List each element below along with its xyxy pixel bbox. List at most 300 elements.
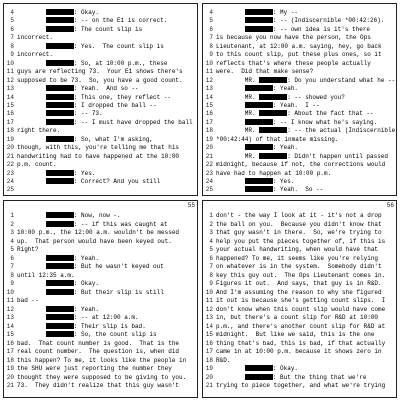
transcript-line bbox=[17, 161, 194, 168]
line-text bbox=[17, 323, 46, 330]
line-text bbox=[17, 331, 46, 338]
transcript-line bbox=[216, 153, 393, 160]
line-text: : Correct? And you still bbox=[73, 178, 161, 185]
redaction-box bbox=[46, 26, 74, 32]
line-text: handwriting had to have happened at the 10:00 bbox=[17, 152, 180, 160]
line-text: help you put the pieces together of, if this is bbox=[216, 237, 386, 245]
transcript-line bbox=[216, 127, 396, 135]
transcript-line bbox=[17, 212, 194, 219]
line-text: : Didn't happen until passed bbox=[287, 152, 389, 160]
line-text: MR. bbox=[216, 127, 260, 135]
line-text bbox=[216, 374, 245, 381]
transcript-line bbox=[17, 94, 194, 101]
redaction-box bbox=[46, 255, 74, 261]
line-text: thought they were supposed to be giving to you. bbox=[17, 373, 187, 381]
line-number: 4 bbox=[10, 9, 14, 16]
line-text: R&D. bbox=[216, 356, 231, 364]
transcript-line bbox=[216, 331, 393, 338]
line-text: : -- at 12:00 a.m. bbox=[73, 314, 139, 321]
redaction-box bbox=[46, 221, 74, 227]
line-text: incorrect. bbox=[17, 34, 54, 42]
transcript-line bbox=[216, 34, 393, 41]
redaction-box bbox=[46, 212, 74, 218]
line-text: MR. bbox=[216, 110, 260, 118]
line-number: 9 bbox=[10, 280, 14, 287]
line-number: 6 bbox=[10, 25, 14, 33]
line-number: 25 bbox=[6, 186, 14, 194]
transcript-line bbox=[17, 297, 194, 304]
line-text bbox=[17, 60, 46, 67]
line-number: 6 bbox=[209, 25, 213, 33]
transcript-line bbox=[17, 280, 194, 287]
line-number: 13 bbox=[205, 85, 213, 93]
line-number: 11 bbox=[6, 297, 14, 304]
line-text: don't know when this count slip would have come bbox=[216, 305, 386, 313]
line-text: : -- (Indiscernible *00:42:26). bbox=[272, 17, 385, 25]
line-text bbox=[17, 178, 46, 185]
line-number: 11 bbox=[6, 68, 14, 76]
line-text bbox=[17, 170, 46, 177]
line-text: to this count slip, put these plus ones, so it bbox=[216, 51, 382, 59]
line-text: midnight, because if not, the corrections would bbox=[216, 161, 386, 169]
line-number: 12 bbox=[205, 76, 213, 84]
line-text: though, with this, you're telling me that his bbox=[17, 144, 180, 152]
transcript-line bbox=[17, 43, 194, 50]
line-number: 23 bbox=[205, 169, 213, 177]
redaction-box bbox=[46, 314, 74, 320]
redaction-box bbox=[46, 9, 74, 15]
line-text bbox=[17, 119, 46, 126]
line-text: : Yeah. bbox=[73, 254, 100, 262]
line-number: 24 bbox=[205, 178, 213, 185]
transcript-line bbox=[216, 340, 393, 347]
line-text: p.m. count. bbox=[17, 161, 57, 169]
line-text: : Okay. bbox=[73, 280, 100, 287]
transcript-line bbox=[17, 238, 194, 245]
line-number: 13 bbox=[6, 85, 14, 93]
redaction-box bbox=[46, 289, 74, 295]
transcript-line bbox=[216, 76, 396, 84]
line-text bbox=[17, 314, 46, 321]
line-text bbox=[17, 255, 46, 262]
line-text: : Yeah. bbox=[272, 85, 299, 93]
line-text: : -- the actual (Indiscernible bbox=[287, 127, 396, 135]
redaction-box bbox=[46, 102, 74, 108]
transcript-line bbox=[17, 374, 194, 381]
line-text bbox=[17, 212, 46, 219]
transcript-line bbox=[17, 306, 194, 313]
line-number: 16 bbox=[205, 110, 213, 118]
transcript-line bbox=[216, 382, 393, 389]
line-text: : Their slip is bad. bbox=[73, 322, 146, 330]
line-text: : Yeah. I -- bbox=[272, 101, 320, 109]
line-text: And I'm assuming the reason to why she figured bbox=[216, 288, 382, 296]
line-text: incorrect. bbox=[17, 51, 54, 59]
line-text: : Yes. bbox=[272, 178, 295, 185]
line-text: : The count slip is bbox=[73, 25, 143, 33]
redaction-box bbox=[46, 60, 74, 66]
transcript-line bbox=[17, 17, 194, 24]
line-text: 73. They didn't realize that this guy wasn't bbox=[17, 382, 180, 389]
line-number: 13 bbox=[205, 314, 213, 321]
line-number: 4 bbox=[209, 9, 213, 16]
line-text: : -- showed you? bbox=[287, 93, 345, 101]
redaction-box bbox=[259, 94, 287, 100]
line-text bbox=[17, 85, 46, 92]
transcript-line bbox=[17, 77, 194, 84]
line-text: : So, the count slip is bbox=[73, 331, 157, 338]
line-text: thing that's bad, this is bad, if that actually bbox=[216, 339, 386, 347]
transcript-line bbox=[216, 178, 393, 185]
line-number: 6 bbox=[10, 254, 14, 262]
line-number: 19 bbox=[6, 365, 14, 372]
transcript-line bbox=[17, 272, 194, 279]
transcript-line bbox=[17, 127, 194, 134]
transcript-line bbox=[216, 26, 393, 33]
line-text bbox=[216, 144, 245, 151]
line-number: 17 bbox=[6, 348, 14, 355]
line-text: : Yeah. bbox=[272, 144, 299, 152]
line-number: 14 bbox=[6, 93, 14, 101]
line-number: 20 bbox=[6, 144, 14, 152]
line-text: midnight. But like we said, this is the one bbox=[216, 331, 375, 338]
transcript-line bbox=[216, 17, 393, 24]
line-text bbox=[17, 263, 46, 270]
line-number: 21 bbox=[6, 152, 14, 160]
line-text bbox=[17, 110, 46, 117]
line-text: the SHU were just reporting the number they bbox=[17, 365, 172, 372]
line-text: : Yes. bbox=[73, 169, 96, 177]
transcript-line bbox=[216, 102, 393, 109]
line-text: on whatever is in the system. Somebody didn't bbox=[216, 263, 382, 270]
line-number: 15 bbox=[205, 331, 213, 338]
transcript-line bbox=[216, 365, 393, 372]
line-text: : Okay. bbox=[272, 365, 299, 372]
line-text: happened? To me, it seems like you're relying bbox=[216, 254, 379, 262]
line-text: up. That person would have been keyed out. bbox=[17, 237, 172, 245]
transcript-line bbox=[216, 229, 393, 236]
line-number: 17 bbox=[205, 348, 213, 355]
transcript-line bbox=[216, 348, 393, 355]
redaction-box bbox=[259, 110, 287, 116]
line-text bbox=[17, 43, 46, 50]
redaction-box bbox=[245, 178, 273, 184]
line-number: 21 bbox=[205, 152, 213, 160]
line-text: : -- on the E1 is correct. bbox=[73, 17, 168, 25]
line-number: 10 bbox=[6, 288, 14, 296]
redaction-box bbox=[46, 178, 74, 184]
line-text: right there. bbox=[17, 127, 61, 135]
line-text: : I dropped the ball -- bbox=[73, 101, 157, 109]
line-number: 8 bbox=[10, 271, 14, 279]
line-text bbox=[17, 289, 46, 296]
line-number: 12 bbox=[6, 305, 14, 313]
transcript-line bbox=[216, 212, 393, 219]
line-number: 13 bbox=[6, 314, 14, 321]
line-number: 9 bbox=[10, 51, 14, 59]
line-text: 10:00 p.m., the 12:00 a.m. wouldn't be messed bbox=[17, 229, 180, 236]
transcript-line bbox=[216, 186, 393, 193]
line-text: : But their slip is still bbox=[73, 288, 164, 296]
line-text: real count number. The question is, when did bbox=[17, 348, 180, 355]
line-text: : Now, now -. bbox=[73, 212, 121, 219]
redaction-box bbox=[46, 263, 74, 269]
transcript-line bbox=[17, 51, 194, 58]
transcript-line bbox=[17, 178, 194, 185]
line-number: 11 bbox=[205, 68, 213, 76]
line-number: 7 bbox=[10, 263, 14, 270]
line-text: : -- if this was caught at bbox=[73, 220, 168, 228]
line-text: : My -- bbox=[272, 9, 299, 16]
line-number: 24 bbox=[6, 178, 14, 185]
redaction-box bbox=[245, 26, 273, 32]
transcript-line bbox=[216, 272, 393, 279]
transcript-line bbox=[216, 246, 393, 253]
transcript-line bbox=[17, 229, 194, 236]
transcript-line bbox=[17, 85, 194, 92]
line-text: MR. bbox=[216, 93, 260, 101]
transcript-page-top-right bbox=[202, 3, 397, 196]
transcript-line bbox=[216, 144, 393, 151]
redaction-box bbox=[245, 102, 273, 108]
line-text: key this guy out. The Ops Lieutenant comes in. bbox=[216, 271, 386, 279]
page-number: 56 bbox=[386, 202, 394, 209]
line-text: your actual handwriting, when would have that bbox=[216, 246, 379, 253]
line-text bbox=[17, 94, 46, 101]
line-text bbox=[17, 221, 46, 228]
transcript-page-bottom-left bbox=[3, 200, 198, 398]
transcript-line bbox=[216, 43, 393, 50]
redaction-box bbox=[46, 119, 74, 125]
transcript-line bbox=[216, 314, 393, 321]
transcript-line bbox=[17, 170, 194, 177]
transcript-line bbox=[216, 9, 393, 16]
line-text: : But he wasn't keyed out bbox=[73, 263, 164, 270]
transcript-line bbox=[17, 323, 194, 330]
transcript-line bbox=[216, 255, 393, 262]
transcript-line bbox=[216, 85, 393, 92]
line-text: : So, what I'm asking, bbox=[73, 135, 154, 143]
line-text: have had to happen at 10:00 p.m. bbox=[216, 169, 332, 177]
redaction-box bbox=[46, 280, 74, 286]
transcript-line bbox=[17, 110, 194, 117]
line-text: don't - the way I look at it - it's not a drop bbox=[216, 212, 382, 219]
line-text: : -- own idea is it's there bbox=[272, 25, 371, 33]
line-number: 23 bbox=[6, 169, 14, 177]
line-number: 14 bbox=[205, 93, 213, 101]
line-text: it out is because she's getting count slips. I bbox=[216, 297, 386, 304]
line-text: that guy wasn't in there. So, we're trying to bbox=[216, 229, 382, 236]
transcript-line bbox=[216, 263, 393, 270]
line-text: : Yeah. And so -- bbox=[73, 85, 139, 93]
line-number: 19 bbox=[205, 365, 213, 372]
line-text bbox=[17, 17, 46, 24]
line-text: : So, at 10:00 p.m., these bbox=[73, 59, 168, 67]
line-number: 16 bbox=[6, 110, 14, 118]
transcript-line bbox=[17, 60, 194, 67]
transcript-line bbox=[17, 348, 194, 355]
transcript-line bbox=[17, 153, 194, 160]
transcript-line bbox=[216, 60, 393, 67]
line-number: 21 bbox=[205, 382, 213, 389]
line-text: the ball on you. Because you didn't know that bbox=[216, 220, 382, 228]
transcript-line bbox=[216, 306, 393, 313]
line-number: 10 bbox=[6, 59, 14, 67]
line-text bbox=[17, 102, 46, 109]
line-number: 2 bbox=[209, 220, 213, 228]
redaction-box bbox=[245, 186, 273, 192]
line-text bbox=[216, 17, 245, 24]
line-number: 1 bbox=[209, 212, 213, 219]
line-number: 18 bbox=[6, 356, 14, 364]
line-number: 9 bbox=[209, 280, 213, 287]
transcript-line bbox=[17, 289, 194, 296]
line-text bbox=[216, 102, 245, 109]
transcript-line bbox=[17, 357, 194, 364]
transcript-line bbox=[216, 94, 393, 101]
line-text: is because you now have the person, the Ops bbox=[216, 34, 371, 42]
line-number: 6 bbox=[209, 254, 213, 262]
redaction-box bbox=[245, 85, 273, 91]
line-number: 16 bbox=[205, 339, 213, 347]
line-number: 12 bbox=[6, 76, 14, 84]
redaction-box bbox=[259, 77, 287, 83]
transcript-line bbox=[216, 119, 393, 126]
page-number: 55 bbox=[187, 202, 195, 209]
line-text: : -- I know what he's saying. bbox=[272, 118, 378, 126]
line-number: 5 bbox=[10, 246, 14, 253]
line-number: 15 bbox=[6, 331, 14, 338]
line-number: 3 bbox=[209, 229, 213, 236]
line-text: guys are reflecting 73. Your E1 shows there's bbox=[17, 68, 183, 76]
redaction-box bbox=[46, 136, 74, 142]
transcript-line bbox=[216, 136, 393, 143]
line-number: 5 bbox=[10, 17, 14, 25]
redaction-box bbox=[46, 323, 74, 329]
line-text: Figures it out. And says, that guy is in R&D. bbox=[216, 280, 382, 287]
redaction-box bbox=[245, 17, 273, 23]
line-text: p.m., and there's another count slip for R&D at bbox=[216, 322, 386, 330]
transcript-line bbox=[17, 314, 194, 321]
transcript-page-bottom-right bbox=[202, 200, 397, 398]
line-text bbox=[216, 26, 245, 33]
line-number: 14 bbox=[205, 322, 213, 330]
line-number: 10 bbox=[205, 288, 213, 296]
transcript-line bbox=[216, 110, 393, 117]
line-number: 5 bbox=[209, 246, 213, 253]
line-text: trying to piece together, and what we're trying bbox=[216, 382, 386, 389]
redaction-box bbox=[259, 127, 287, 133]
line-text: : Yeah. bbox=[73, 305, 100, 313]
line-number: 15 bbox=[205, 101, 213, 109]
line-number: 7 bbox=[10, 34, 14, 42]
line-number: 19 bbox=[205, 135, 213, 143]
transcript-line bbox=[216, 170, 393, 177]
transcript-line bbox=[17, 255, 194, 262]
line-number: 9 bbox=[209, 51, 213, 59]
line-text bbox=[216, 365, 245, 372]
line-text: *00:42:44) of that inmate missing. bbox=[216, 135, 339, 143]
line-text: were. Did that make sense? bbox=[216, 68, 314, 76]
redaction-box bbox=[46, 94, 74, 100]
redaction-box bbox=[245, 9, 273, 15]
transcript-line bbox=[17, 26, 194, 33]
line-text bbox=[216, 186, 245, 193]
line-number: 7 bbox=[209, 34, 213, 42]
line-text: this happen? To me, it looks like the people in bbox=[17, 356, 187, 364]
redaction-box bbox=[245, 119, 273, 125]
line-text bbox=[216, 178, 245, 185]
line-number: 7 bbox=[209, 263, 213, 270]
line-text: : But the thing that we're bbox=[272, 373, 367, 381]
line-number: 3 bbox=[10, 229, 14, 236]
line-text: : Do you understand what he -- bbox=[287, 76, 396, 84]
redaction-box bbox=[245, 144, 273, 150]
line-number: 4 bbox=[10, 237, 14, 245]
line-number: 2 bbox=[10, 220, 14, 228]
line-text: MR. bbox=[216, 152, 260, 160]
line-number: 17 bbox=[6, 118, 14, 126]
line-text bbox=[17, 9, 46, 16]
line-text: : Yes. The count slip is bbox=[73, 42, 164, 50]
line-number: 8 bbox=[209, 271, 213, 279]
transcript-line bbox=[17, 136, 194, 143]
transcript-page-top-left bbox=[3, 3, 198, 196]
line-text bbox=[17, 136, 46, 143]
line-number: 18 bbox=[205, 127, 213, 135]
line-text: in, but there's a count slip for R&D at 10:00 bbox=[216, 314, 379, 321]
transcript-line bbox=[216, 323, 393, 330]
line-text: bad. That count number is good. That is the bbox=[17, 339, 180, 347]
redaction-box bbox=[46, 110, 74, 116]
line-text: : -- I must have dropped the ball bbox=[73, 118, 193, 126]
line-text: : -- 73. bbox=[73, 110, 103, 118]
line-text: came in at 10:00 p.m. because it shows zero in bbox=[216, 348, 382, 355]
line-text bbox=[17, 26, 46, 33]
transcript-line bbox=[17, 144, 194, 151]
line-number: 10 bbox=[205, 59, 213, 67]
line-text bbox=[17, 280, 46, 287]
transcript-line bbox=[17, 263, 194, 270]
transcript-line bbox=[17, 246, 194, 253]
line-number: 18 bbox=[6, 127, 14, 135]
transcript-line bbox=[17, 119, 194, 126]
line-number: 18 bbox=[205, 356, 213, 364]
line-number: 4 bbox=[209, 237, 213, 245]
line-number: 12 bbox=[205, 305, 213, 313]
line-text: Lieutenant, at 12:00 a.m. saying, hey, go back bbox=[216, 42, 382, 50]
transcript-line bbox=[17, 382, 194, 389]
redaction-box bbox=[46, 85, 74, 91]
line-number: 21 bbox=[6, 382, 14, 389]
transcript-line bbox=[216, 357, 393, 364]
line-number: 20 bbox=[6, 373, 14, 381]
redaction-box bbox=[259, 153, 287, 159]
transcript-line bbox=[216, 297, 393, 304]
transcript-line bbox=[216, 51, 393, 58]
line-number: 19 bbox=[6, 135, 14, 143]
transcript-line bbox=[216, 238, 393, 245]
transcript-line bbox=[17, 365, 194, 372]
transcript-line bbox=[17, 331, 194, 338]
line-number: 8 bbox=[209, 42, 213, 50]
transcript-line bbox=[216, 374, 393, 381]
redaction-box bbox=[245, 365, 273, 371]
line-number: 25 bbox=[205, 186, 213, 194]
line-text: reflects that's where these people actually bbox=[216, 59, 371, 67]
line-number: 14 bbox=[6, 322, 14, 330]
line-text: : Okay. bbox=[73, 9, 100, 16]
